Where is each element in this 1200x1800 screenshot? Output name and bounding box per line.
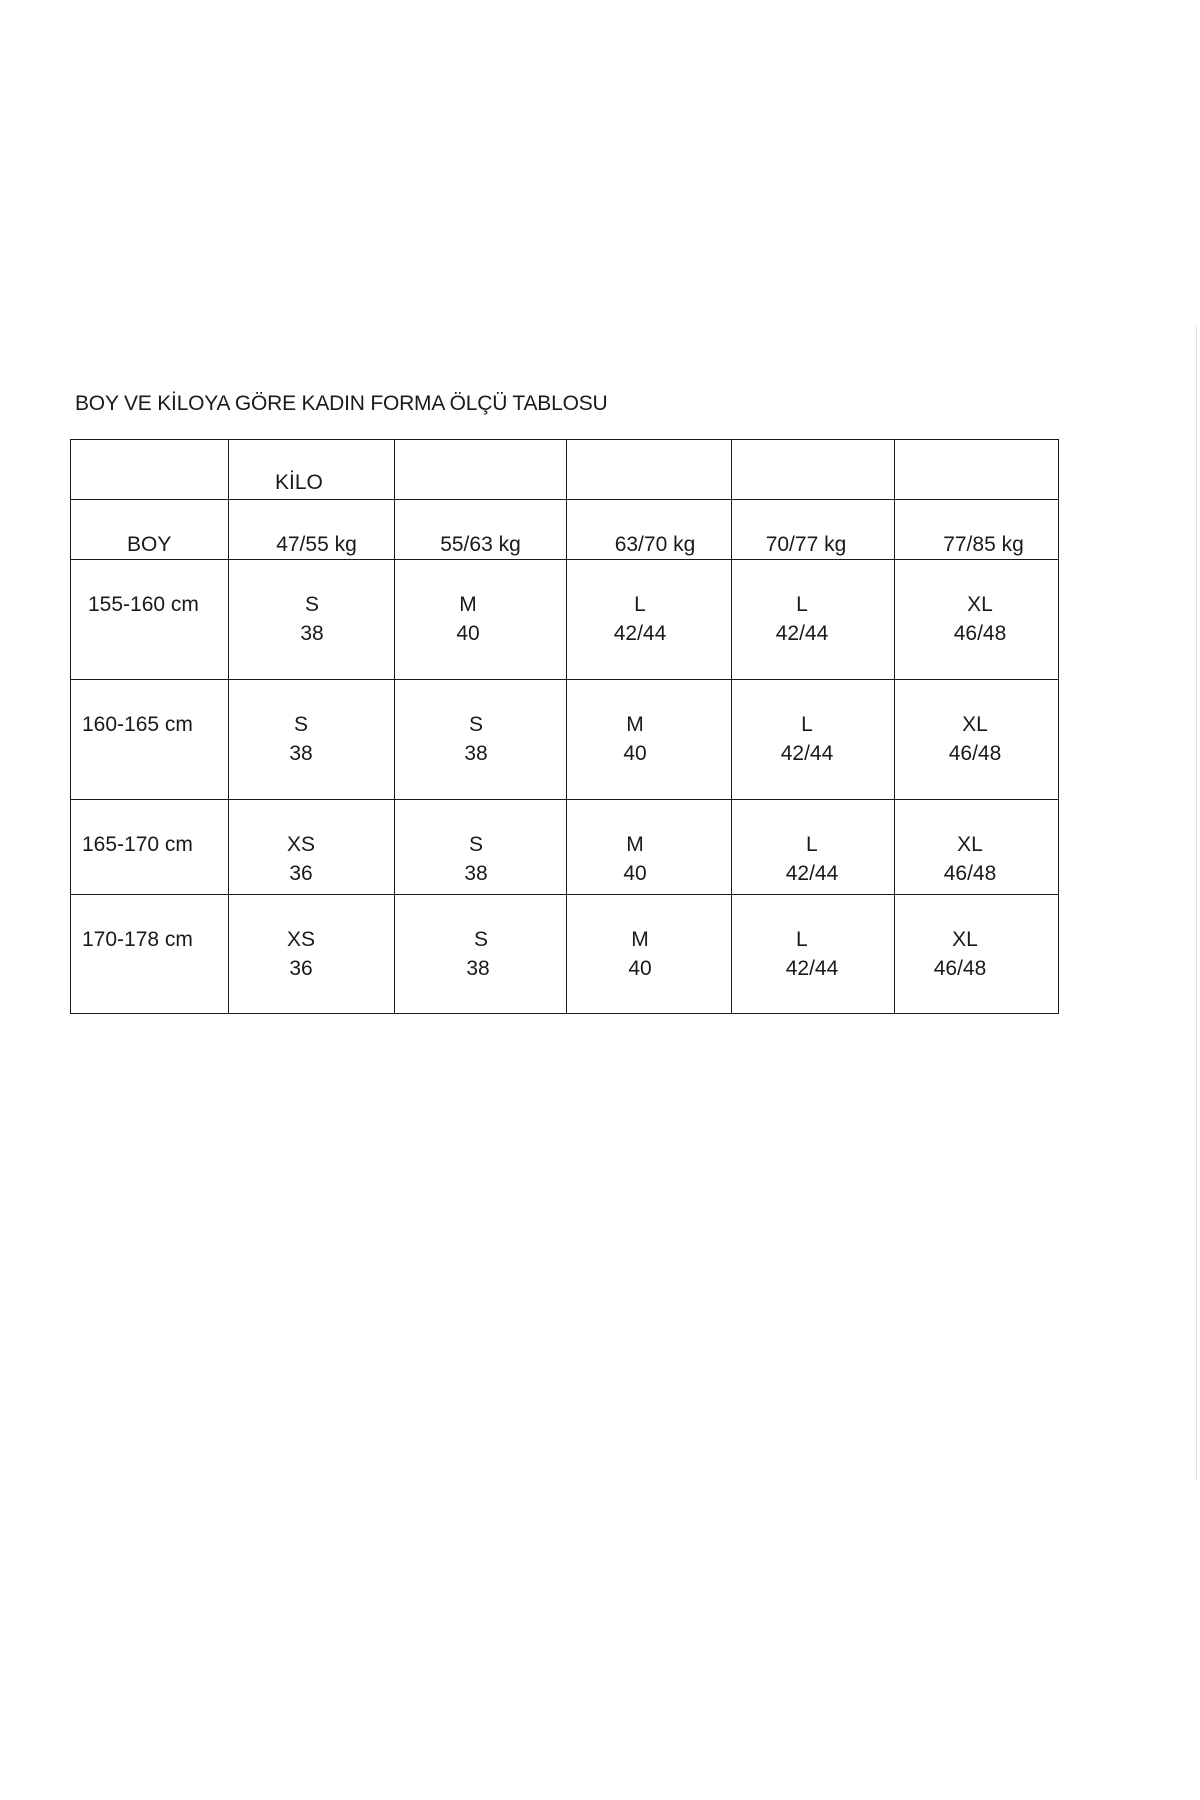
boy-header-cell	[71, 500, 229, 560]
height-label: 155-160 cm	[88, 593, 199, 616]
header-row-weights	[71, 500, 1059, 560]
size-cell	[732, 895, 895, 1014]
page-title: BOY VE KİLOYA GÖRE KADIN FORMA ÖLÇÜ TABLOSU	[75, 392, 608, 415]
size-number: 40	[628, 957, 652, 980]
size-letter: L	[806, 833, 818, 856]
size-cell	[732, 560, 895, 680]
size-number: 46/48	[943, 862, 997, 885]
size-cell	[895, 800, 1059, 895]
size-cell	[732, 800, 895, 895]
weight-header-cell	[895, 500, 1059, 560]
size-cell	[229, 800, 395, 895]
height-cell	[71, 680, 229, 800]
size-number: 40	[456, 622, 480, 645]
size-letter: XL	[967, 593, 993, 616]
weight-label: 63/70 kg	[614, 533, 696, 556]
size-number: 42/44	[785, 957, 839, 980]
size-number: 42/44	[780, 742, 834, 765]
size-cell	[229, 680, 395, 800]
size-letter: L	[796, 928, 808, 951]
size-cell	[732, 680, 895, 800]
empty-header-cell	[732, 440, 895, 500]
weight-header-cell	[732, 500, 895, 560]
empty-header-cell	[567, 440, 732, 500]
size-letter: L	[801, 713, 813, 736]
size-cell	[395, 895, 567, 1014]
size-cell	[395, 560, 567, 680]
height-cell	[71, 560, 229, 680]
empty-corner-cell	[71, 440, 229, 500]
weight-label: 47/55 kg	[276, 533, 357, 556]
size-number: 42/44	[785, 862, 839, 885]
size-number: 36	[289, 957, 313, 980]
size-letter: XS	[286, 928, 315, 951]
table-row	[71, 680, 1059, 800]
size-chart-table	[70, 439, 1059, 1014]
height-label: 170-178 cm	[82, 928, 193, 951]
table-row	[71, 560, 1059, 680]
height-cell	[71, 800, 229, 895]
empty-header-cell	[895, 440, 1059, 500]
size-number: 38	[289, 742, 313, 765]
height-label: 160-165 cm	[82, 713, 193, 736]
size-letter: XL	[957, 833, 983, 856]
size-letter: M	[626, 713, 644, 736]
size-number: 46/48	[933, 957, 987, 980]
empty-header-cell	[395, 440, 567, 500]
size-cell	[229, 560, 395, 680]
weight-header-cell	[567, 500, 732, 560]
size-number: 40	[623, 742, 647, 765]
size-number: 36	[289, 862, 313, 885]
size-letter: S	[468, 713, 483, 736]
size-number: 46/48	[948, 742, 1002, 765]
kilo-header-cell	[229, 440, 395, 500]
size-cell	[229, 895, 395, 1014]
size-letter: S	[473, 928, 488, 951]
size-cell	[895, 560, 1059, 680]
table-row	[71, 895, 1059, 1014]
size-letter: XL	[952, 928, 978, 951]
size-cell	[395, 800, 567, 895]
table-row	[71, 800, 1059, 895]
size-letter: M	[626, 833, 644, 856]
weight-header-cell	[229, 500, 395, 560]
size-cell	[567, 895, 732, 1014]
size-number: 38	[466, 957, 490, 980]
size-letter: M	[459, 593, 477, 616]
size-number: 46/48	[953, 622, 1007, 645]
size-number: 42/44	[775, 622, 829, 645]
height-label: 165-170 cm	[82, 833, 193, 856]
size-letter: M	[631, 928, 649, 951]
header-row-kilo	[71, 440, 1059, 500]
size-letter: S	[304, 593, 319, 616]
boy-label: BOY	[127, 533, 172, 556]
page-edge-line	[1196, 325, 1197, 1480]
size-letter: S	[468, 833, 483, 856]
size-number: 40	[623, 862, 647, 885]
size-cell	[895, 680, 1059, 800]
size-cell	[895, 895, 1059, 1014]
size-letter: S	[293, 713, 308, 736]
weight-header-cell	[395, 500, 567, 560]
size-number: 38	[464, 742, 488, 765]
size-number: 38	[300, 622, 324, 645]
kilo-label: KİLO	[275, 471, 323, 494]
size-letter: XL	[962, 713, 988, 736]
size-number: 42/44	[613, 622, 667, 645]
size-cell	[567, 560, 732, 680]
weight-label: 77/85 kg	[943, 533, 1024, 556]
size-cell	[395, 680, 567, 800]
height-cell	[71, 895, 229, 1014]
size-cell	[567, 800, 732, 895]
size-letter: XS	[286, 833, 315, 856]
size-number: 38	[464, 862, 488, 885]
size-letter: L	[634, 593, 646, 616]
weight-label: 55/63 kg	[440, 533, 521, 556]
weight-label: 70/77 kg	[765, 533, 847, 556]
size-cell	[567, 680, 732, 800]
size-letter: L	[796, 593, 808, 616]
